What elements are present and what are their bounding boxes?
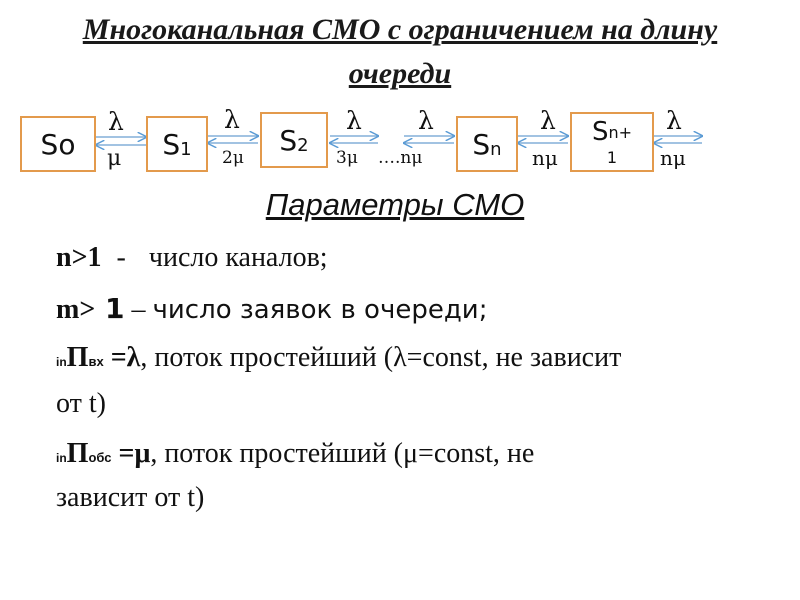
param-queue-op: > [79,294,96,325]
transition-0-lambda: λ [108,107,124,136]
param-service-eq: =μ [111,438,151,469]
param-service-subscript: обс [88,450,112,465]
state-s1-label: S [162,127,181,161]
param-row-queue [56,292,487,326]
state-sn1-subscript: n+ [608,122,633,142]
transition-4-mu: nμ [532,146,558,170]
state-sn1-subscript-line2: 1 [606,147,618,167]
transition-1-mu: 2μ [222,148,244,168]
state-sn-plus-1 [570,112,654,172]
state-s1-subscript: 1 [180,138,192,160]
param-queue-val: 1 [95,292,125,325]
param-service-symbol: П [66,438,89,469]
transition-3-mu: ….nμ [378,148,423,168]
param-row-input-flow [56,342,621,374]
param-queue-sep: – [124,294,153,325]
param-channels-op: > [71,242,88,273]
param-service-text: , поток простейший (μ=const, не [150,438,535,469]
param-input-prefix: in [56,355,67,369]
state-s2-label: S [279,123,298,157]
param-channels-var: n [56,242,72,273]
title-line-2: очереди [348,57,452,90]
transition-5-mu: nμ [660,146,686,170]
state-s2-subscript: 2 [297,134,309,156]
param-row-service-flow [56,438,534,470]
param-channels-val: 1 [87,242,102,273]
transition-0-mu: μ [107,146,122,171]
param-service-prefix: in [56,451,67,465]
state-s0 [20,116,96,172]
param-input-symbol: П [66,342,89,373]
state-sn-subscript: n [490,138,502,160]
title-line-1: Многоканальная СМО с ограничением на длину [82,13,718,46]
state-s1 [146,116,208,172]
transition-5-lambda: λ [666,106,682,135]
transition-1-lambda: λ [224,105,240,134]
param-row-channels [56,242,328,274]
state-sn [456,116,518,172]
param-input-text: , поток простейший (λ=const, не зависит [140,342,622,373]
transition-2-lambda: λ [346,106,362,135]
transition-4-lambda: λ [540,106,556,135]
transition-3-lambda: λ [418,106,434,135]
param-input-eq: =λ [103,342,141,373]
param-row-service-flow-cont: зависит от t) [56,482,205,513]
param-queue-var: m [56,294,80,325]
param-row-input-flow-cont: от t) [56,388,106,419]
param-channels-text: число каналов; [148,242,328,273]
transition-2-mu: 3μ [336,148,358,168]
state-sn-label: S [472,127,491,161]
param-channels-sep: - [109,242,133,273]
param-queue-text: число заявок в очереди; [152,295,488,325]
state-s2 [260,112,328,168]
param-input-subscript: вх [88,354,104,369]
parameters-heading: Параметры СМО [265,187,525,222]
state-sn1-label: S [591,116,609,147]
state-s0-label: So [40,127,76,161]
